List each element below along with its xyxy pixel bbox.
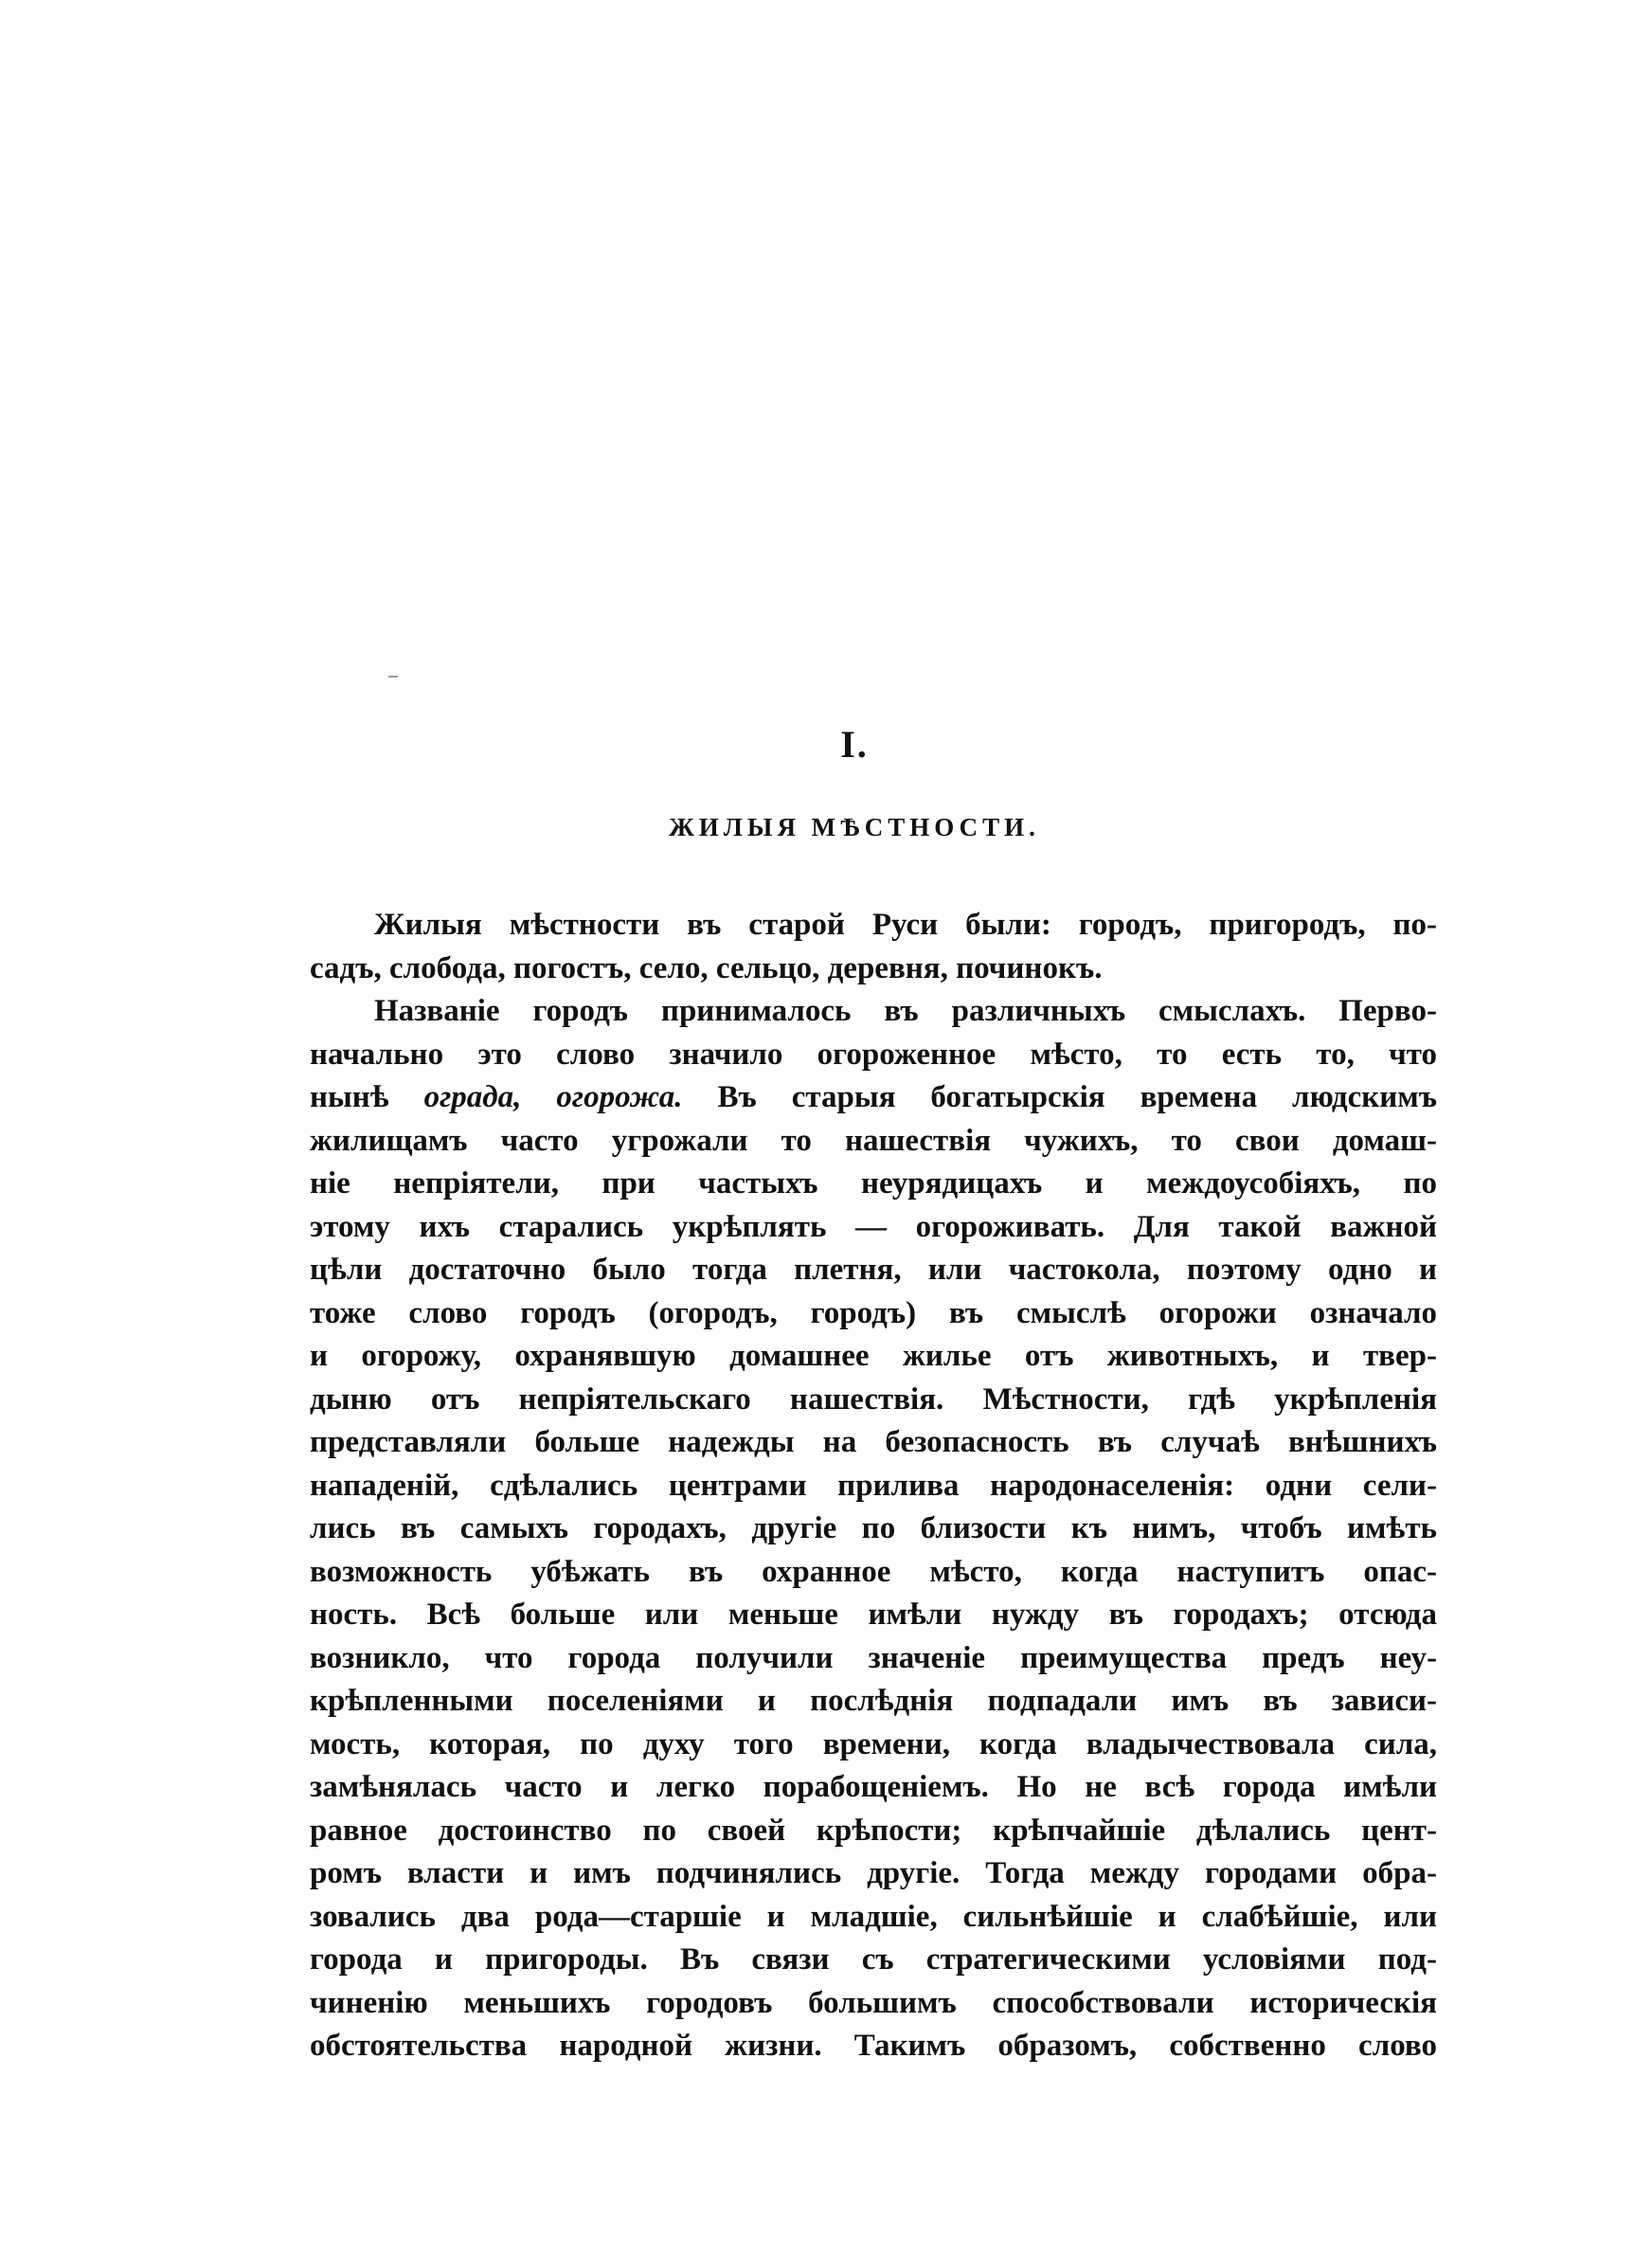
text-line: чиненію меньшихъ городовъ большимъ способствовали историческія [310,1985,1437,2020]
text-line: крѣпленными поселеніями и послѣднія подпадали имъ въ зависи- [310,1684,1437,1718]
text-line: замѣнялась часто и легко порабощеніемъ. Но не всѣ города имѣли [310,1770,1437,1804]
text-line: равное достоинство по своей крѣпости; крѣпчайшіе дѣлались цент- [310,1813,1437,1848]
text-line: города и пригороды. Въ связи съ стратегическими условіями под- [310,1942,1437,1977]
text-line: возможность убѣжать въ охранное мѣсто, когда наступитъ опас- [310,1554,1437,1589]
text-line: начально это слово значило огороженное мѣсто, то есть то, что [310,1037,1437,1072]
paragraph-1 [310,904,1437,990]
text-line: представляли больше надежды на безопасность въ случаѣ внѣшнихъ [310,1425,1437,1459]
text-line: ніе непріятели, при частыхъ неурядицахъ и междоусобіяхъ, по [310,1166,1437,1201]
text-line: лись въ самыхъ городахъ, другіе по близости къ нимъ, чтобъ имѣть [310,1511,1437,1545]
text-line: ромъ власти и имъ подчинялись другіе. Тогда между городами обра- [310,1856,1437,1890]
text-line: ность. Всѣ больше или меньше имѣли нужду въ городахъ; отсюда [310,1598,1437,1632]
text-line: тоже слово городъ (огородъ, городъ) въ смыслѣ огорожи означало [310,1295,1437,1330]
text-line: жилищамъ часто угрожали то нашествія чужихъ, то свои домаш- [310,1123,1437,1158]
chapter-title: ЖИЛЫЯ МѢСТНОСТИ. [669,813,1040,841]
chapter-number: I. [840,723,869,766]
text-line: этому ихъ старались укрѣплять — огороживать. Для такой важной [310,1209,1437,1244]
text-line: и огорожу, охранявшую домашнее жилье отъ животныхъ, и твер- [310,1339,1437,1373]
text-line: Жилыя мѣстности въ старой Руси были: городъ, пригородъ, по- [374,908,1437,942]
text-line-with-emphasis [310,1076,1437,1120]
text-line: дыню отъ непріятельскаго нашествія. Мѣстности, гдѣ укрѣпленія [310,1381,1437,1417]
text-line: мость, которая, по духу того времени, когда владычествовала сила, [310,1726,1437,1761]
text-line: Названіе городъ принималось въ различныхъ смыслахъ. Перво- [374,994,1437,1028]
text-line: садъ, слобода, погостъ, село, сельцо, деревня, починокъ. [310,950,1103,985]
text-line: зовались два рода—старшіе и младшіе, сильнѣйшіе и слабѣйшіе, или [310,1899,1437,1934]
text-fragment: нынѣ [310,1080,424,1114]
text-line: обстоятельства народной жизни. Такимъ образомъ, собственно слово [310,2029,1437,2063]
body-text [310,904,1437,2068]
text-fragment: Въ старыя богатырскія времена людскимъ [682,1080,1437,1114]
text-line: цѣли достаточно было тогда плетня, или частокола, поэтому одно и [310,1253,1437,1287]
scan-speck [388,676,398,677]
text-line: нападеній, сдѣлались центрами прилива народонаселенія: одни сели- [310,1468,1437,1503]
text-line: возникло, что города получили значеніе преимущества предъ неу- [310,1640,1437,1675]
emphasized-words: ограда, огорожа. [423,1080,683,1114]
paragraph-2 [310,990,1437,2068]
